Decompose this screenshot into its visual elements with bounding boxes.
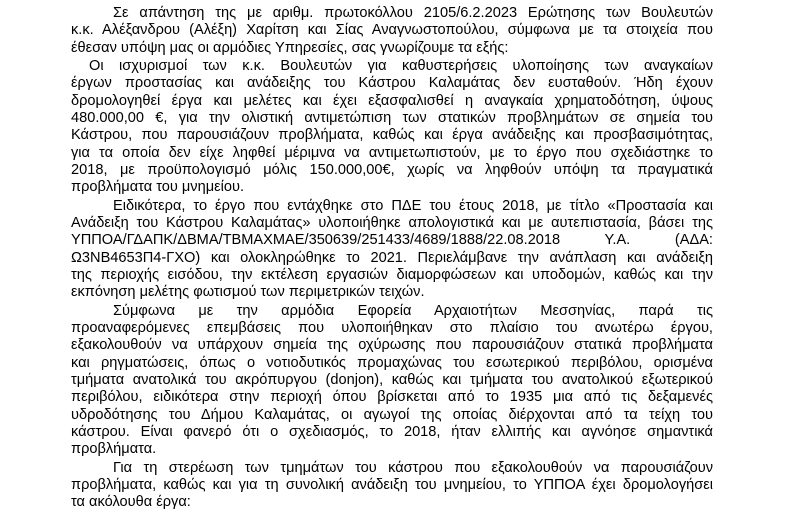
text-line: Ειδικότερα, το έργο που εντάχθηκε στο ΠΔΕ του έτους 2018, με τίτλο «Προστασία και [113, 197, 713, 214]
text-line: εκπόνηση μελέτης φωτισμού των περιμετρικών τειχών. [71, 284, 425, 301]
text-line: και ρηγματώσεις, όπως ο νοτιοδυτικός προμαχώνας του εσωτερικού περιβόλου, ορισμένα [71, 354, 713, 371]
text-line: Για τη στερέωση των τμημάτων του κάστρου που εξακολουθούν να παρουσιάζουν [113, 459, 713, 476]
text-line: προαναφερόμενες επεμβάσεις που υλοποιήθηκαν στο πλαίσιο του ανωτέρω έργου, [71, 320, 713, 336]
text-line: κ.κ. Αλέξανδρου (Αλέξη) Χαρίτση και Σίας Αναγνωστοπούλου, σύμφωνα με τα στοιχεία που [71, 22, 713, 39]
text-line: Ω3ΝΒ4653Π4-ΓΧΟ) και ολοκληρώθηκε το 2021. Περιελάμβανε την ανάπλαση και ανάδειξη [71, 249, 713, 266]
text-line: τμήματα ανατολικά του ακρόπυργου (donjon), καθώς και τμήματα του ανατολικού εξωτερικού [71, 371, 713, 388]
text-line: Ανάδειξη του Κάστρου Καλαμάτας» υλοποιήθηκε απολογιστικά και με αυτεπιστασία, βάσει της [71, 215, 713, 231]
text-line: τα ακόλουθα έργα: [71, 494, 191, 511]
text-line: της περιοχής εισόδου, την εκτέλεση εργασιών διαμορφώσεων και υποδομών, καθώς και την [71, 266, 713, 283]
text-line: κάστρου. Είναι φανερό ότι ο σχεδιασμός, το 2018, ήταν ελλιπής και αγνόησε σημαντικά [71, 423, 713, 440]
text-line: 480.000,00 €, για την ολιστική αντιμετώπιση των στατικών προβλημάτων σε σημεία του [71, 110, 713, 126]
text-line: 2018, με προϋπολογισμό μόλις 150.000,00€, χωρίς να ληφθούν υπόψη τα πραγματικά [71, 161, 713, 178]
text-line: Σύμφωνα με την αρμόδια Εφορεία Αρχαιοτήτων Μεσσηνίας, παρά τις [113, 302, 713, 319]
text-line: Σε απάντηση της με αριθμ. πρωτοκόλλου 2105/6.2.2023 Ερώτησης των Βουλευτών [113, 5, 713, 21]
text-line: Κάστρου, που παρουσιάζουν προβλήματα, καθώς και έργα ανάδειξης και προσβασιμότητας, [71, 127, 713, 144]
text-line: Οι ισχυρισμοί των κ.κ. Βουλευτών για καθυστερήσεις υλοποίησης των αναγκαίων [89, 58, 713, 75]
text-line: δρομολογηθεί έργα και μελέτες και έχει εξασφαλισθεί η αναγκαία χρηματοδότηση, ύψους [71, 92, 713, 109]
text-line: περιβόλου, ειδικότερα στην περιοχή όπου βρίσκεται από το 1935 μια από τις δεξαμενές [71, 389, 713, 406]
text-line: έθεσαν υπόψη μας οι αρμόδιες Υπηρεσίες, σας γνωρίζουμε τα εξής: [71, 39, 509, 56]
text-line: προβλήματα, καθώς και για τη συνολική ανάδειξη του μνημείου, το ΥΠΠΟΑ έχει δρομολογήσει [71, 476, 713, 493]
text-line: έργων προστασίας και ανάδειξης του Κάστρου Καλαμάτας δεν ευσταθούν. Ήδη έχουν [71, 75, 713, 92]
text-line: εξακολουθούν να υπάρχουν σημεία της οχύρωσης που παρουσιάζουν στατικά προβλήματα [71, 337, 713, 354]
text-line: προβλήματα. [71, 441, 157, 458]
text-line: προβλήματα του μνημείου. [71, 179, 245, 196]
text-line: υδροδότησης του Δήμου Καλαμάτας, οι αγωγοί της οποίας διέρχονται από τα τείχη του [71, 406, 713, 423]
text-line: ΥΠΠΟΑ/ΓΔΑΠΚ/ΔΒΜΑ/ΤΒΜΑΧΜΑΕ/350639/251433/4689/1888/22.08.2018 Υ.Α. (ΑΔΑ: [71, 232, 713, 249]
text-line: για τα οποία δεν είχε ληφθεί μέριμνα να αντιμετωπιστούν, με το έργο που σχεδιάστηκε το [71, 144, 713, 161]
